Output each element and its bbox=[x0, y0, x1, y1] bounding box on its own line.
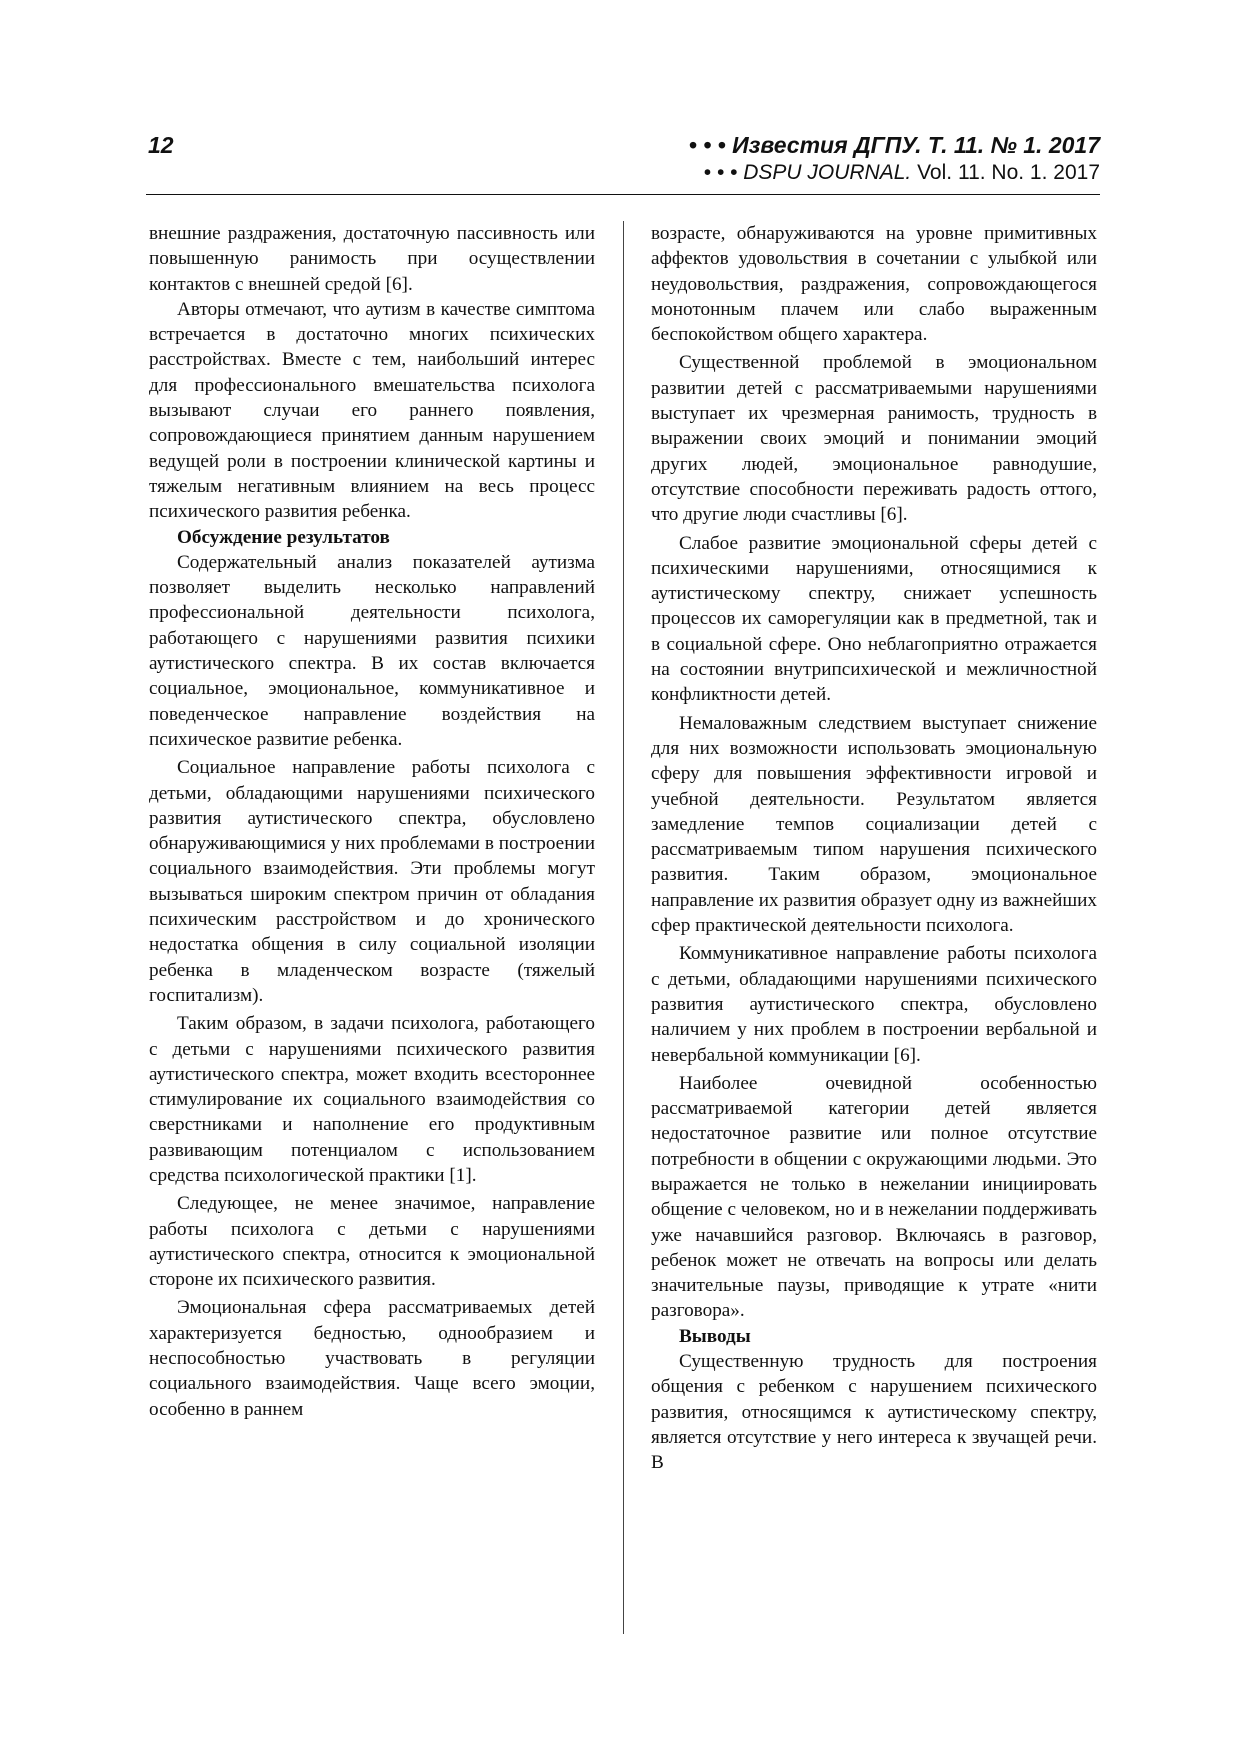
paragraph: Немаловажным следствием выступает снижение для них возможности использовать эмоциональную сферу для повышения эффективности игровой и учебной деятельности. Результатом является замедление темпов социализации детей с рассматриваемым типом нарушения психического развития. Таким образом, эмоциональное направление их развития образует одну из важнейших сфер практической деятельности психолога. bbox=[651, 712, 1097, 937]
left-column bbox=[149, 221, 595, 1422]
header-rule bbox=[146, 194, 1100, 195]
paragraph: Эмоциональная сфера рассматриваемых детей характеризуется бедностью, однообразием и неспособностью участвовать в регуляции социального взаимодействия. Чаще всего эмоции, особенно в раннем bbox=[149, 1297, 595, 1420]
column-divider bbox=[623, 221, 624, 1634]
paragraph: внешние раздражения, достаточную пассивность или повышенную ранимость при осуществлении контактов с внешней средой [6]. bbox=[149, 223, 595, 295]
section-heading-conclusions: Выводы bbox=[679, 1325, 751, 1347]
paragraph: Существенной проблемой в эмоциональном развитии детей с рассматриваемыми нарушениями выступает их чрезмерная ранимость, трудность в выражении своих эмоций и понимании эмоций других людей, эмоциональное равнодушие, отсутствие способности переживать радость оттого, что другие люди счастливы [6]. bbox=[651, 352, 1097, 526]
paragraph: Содержательный анализ показателей аутизма позволяет выделить несколько направлений профессиональной деятельности психолога, работающего с нарушениями развития психики аутистического спектра. В их состав включается социальное, эмоциональное, коммуникативное и поведенческое направление воздействия на психическое развитие ребенка. bbox=[149, 551, 595, 750]
paragraph: Социальное направление работы психолога с детьми, обладающими нарушениями психического развития аутистического спектра, обусловлено обнаруживающимися у них проблемами в построении социального взаимодействия. Эти проблемы могут вызываться широким спектром причин от обладания психическим расстройством и до хронического недостатка общения в силу социальной изоляции ребенка в младенческом возрасте (тяжелый госпитализм). bbox=[149, 757, 595, 1006]
paragraph: Слабое развитие эмоциональной сферы детей с психическими нарушениями, относящимися к аутистическому спектру, снижает успешность процессов их саморегуляции как в предметной, так и в социальной сфере. Оно неблагоприятно отражается на состоянии внутрипсихической и межличностной конфликтности детей. bbox=[651, 532, 1097, 706]
paragraph: Авторы отмечают, что аутизм в качестве симптома встречается в достаточно многих психических расстройствах. Вместе с тем, наибольший интерес для профессионального вмешательства психолога вызывают случаи его раннего появления, сопровождающиеся принятием данным нарушением ведущей роли в построении клинической картины и тяжелым негативным влиянием на весь процесс психического развития ребенка. bbox=[149, 298, 595, 523]
section-heading-discussion: Обсуждение результатов bbox=[177, 526, 390, 548]
paragraph: Наиболее очевидной особенностью рассматриваемой категории детей является недостаточное развитие или полное отсутствие потребности в общении с окружающими людьми. Это выражается не только в нежелании инициировать общение с человеком, но и в нежелании поддерживать уже начавшийся разговор. Включаясь в разговор, ребенок может не отвечать на вопросы или делать значительные паузы, приводящие к утрате «нити разговора». bbox=[651, 1072, 1097, 1322]
paragraph: Коммуникативное направление работы психолога с детьми, обладающими нарушениями психического развития аутистического спектра, обусловлено наличием у них проблем в построении вербальной и невербальной коммуникации [6]. bbox=[651, 943, 1097, 1066]
running-head-en-issue: Vol. 11. No. 1. 2017 bbox=[911, 161, 1100, 184]
paragraph: возрасте, обнаруживаются на уровне примитивных аффектов удовольствия в сочетании с улыбкой или неудовольствия, раздражения, сопровождающегося монотонным плачем или слабо выраженным беспокойством общего характера. bbox=[651, 223, 1097, 346]
running-head-en-journal: • • • DSPU JOURNAL. bbox=[703, 161, 912, 184]
page-number: 12 bbox=[148, 132, 174, 158]
running-head-ru: • • • Известия ДГПУ. Т. 11. № 1. 2017 bbox=[688, 132, 1100, 158]
paragraph: Таким образом, в задачи психолога, работающего с детьми с нарушениями психического развития аутистического спектра, может входить всестороннее стимулирование их социального взаимодействия со сверстниками и наполнение его продуктивным развивающим потенциалом с использованием средства психологической практики [1]. bbox=[149, 1013, 595, 1186]
paragraph: Следующее, не менее значимое, направление работы психолога с детьми с нарушениями аутистического спектра, относится к эмоциональной стороне их психического развития. bbox=[149, 1193, 595, 1291]
right-column bbox=[651, 221, 1097, 1476]
running-head bbox=[689, 132, 1100, 186]
paragraph: Существенную трудность для построения общения с ребенком с нарушением психического развития, относящимся к аутистическому спектру, является отсутствие у него интереса к звучащей речи. В bbox=[651, 1351, 1097, 1474]
running-head-en bbox=[689, 159, 1100, 186]
